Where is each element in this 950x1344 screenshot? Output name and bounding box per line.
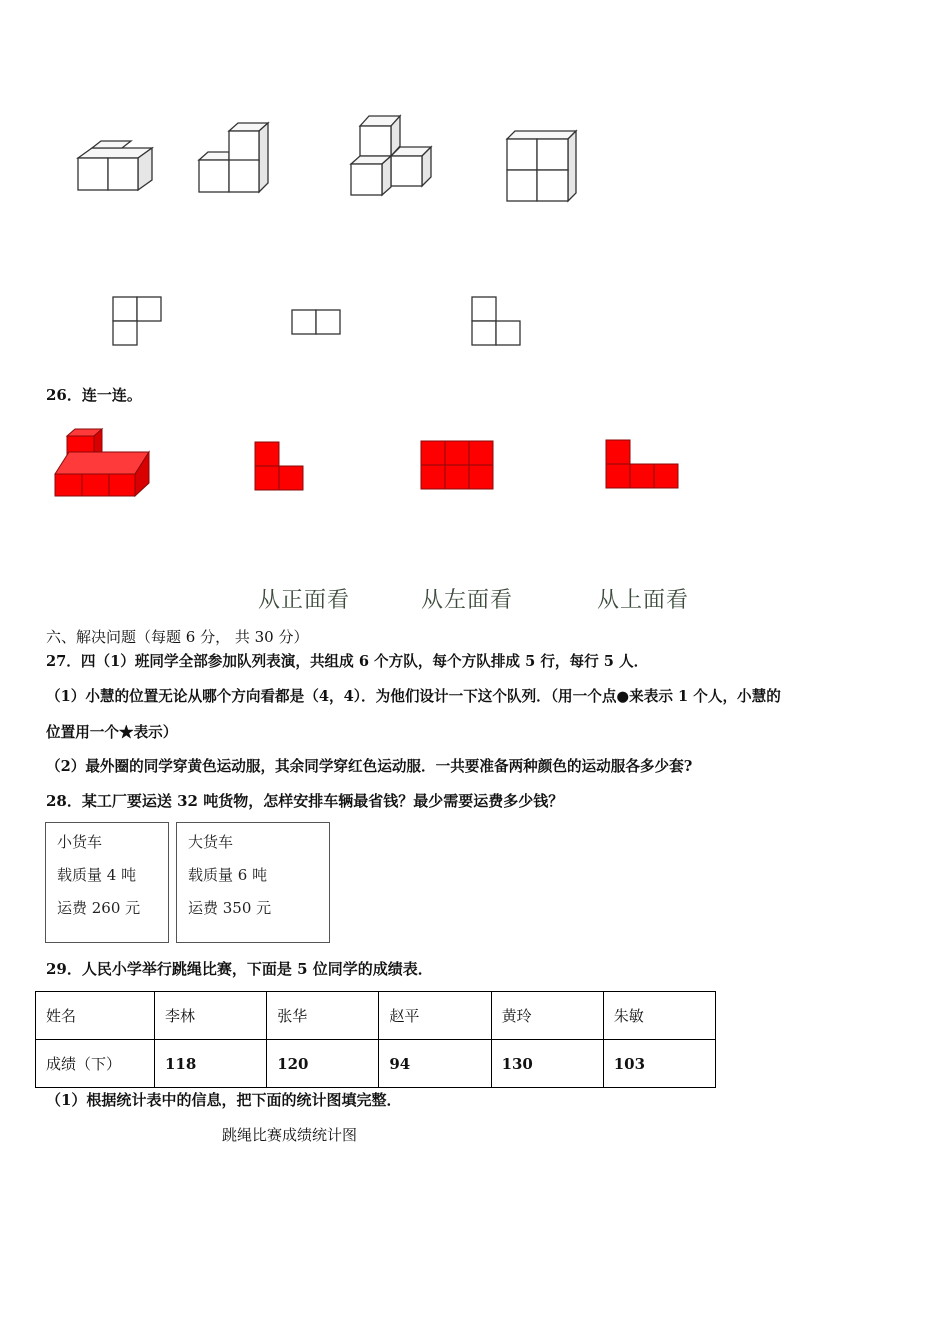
q26-title: 26．连一连。 <box>46 386 142 404</box>
q29-part1: （1）根据统计表中的信息，把下面的统计图填完整． <box>46 1091 402 1109</box>
table-cell-score: 120 <box>267 1040 379 1088</box>
view-label-top: 从上面看 <box>597 588 690 613</box>
chart-title: 跳绳比赛成绩统计图 <box>222 1126 358 1144</box>
small-truck-capacity: 载质量 4 吨 <box>57 866 137 884</box>
small-truck-name: 小货车 <box>57 833 103 851</box>
table-row-names <box>36 992 716 1040</box>
view-shape-1 <box>112 296 164 348</box>
small-truck-card <box>45 822 169 943</box>
section-6-title: 六、解决问题（每题 6 分， 共 30 分） <box>46 628 309 646</box>
red-view-shape-2 <box>420 440 495 492</box>
table-row-label: 成绩（下） <box>36 1040 155 1088</box>
table-cell-score: 103 <box>603 1040 715 1088</box>
table-header-cell: 张华 <box>267 992 379 1040</box>
solid-figure-3 <box>349 114 433 198</box>
solid-figure-2 <box>197 121 271 195</box>
small-truck-cost: 运费 260 元 <box>57 899 141 917</box>
table-cell-score: 94 <box>379 1040 491 1088</box>
table-header-cell: 黄玲 <box>491 992 603 1040</box>
solid-figure-1 <box>76 138 152 192</box>
q27-part1-line1: （1）小慧的位置无论从哪个方向看都是（4，4）．为他们设计一下这个队列．（用一个点●来表示 1 个人，小慧的 <box>46 688 781 705</box>
table-header-cell: 朱敏 <box>603 992 715 1040</box>
q27-part1-line2: 位置用一个★表示） <box>46 724 178 741</box>
table-cell-score: 118 <box>155 1040 267 1088</box>
big-truck-capacity: 载质量 6 吨 <box>188 866 268 884</box>
big-truck-name: 大货车 <box>188 833 234 851</box>
table-row-scores <box>36 1040 716 1088</box>
table-header-cell: 赵平 <box>379 992 491 1040</box>
solid-figure-4 <box>505 129 579 203</box>
view-label-front: 从正面看 <box>258 588 351 613</box>
table-header-cell: 姓名 <box>36 992 155 1040</box>
big-truck-card <box>176 822 330 943</box>
q29-stem: 29．人民小学举行跳绳比赛，下面是 5 位同学的成绩表． <box>46 960 433 978</box>
view-shape-2 <box>291 309 343 336</box>
score-table <box>35 991 716 1088</box>
q27-part2: （2）最外圈的同学穿黄色运动服，其余同学穿红色运动服．一共要准备两种颜色的运动服各多少套? <box>46 758 693 775</box>
big-truck-cost: 运费 350 元 <box>188 899 272 917</box>
table-cell-score: 130 <box>491 1040 603 1088</box>
red-view-shape-3 <box>605 439 680 491</box>
q27-stem: 27．四（1）班同学全部参加队列表演，共组成 6 个方队，每个方队排成 5 行，每行 5 人． <box>46 653 649 670</box>
q28-stem: 28．某工厂要运送 32 吨货物，怎样安排车辆最省钱？最少需要运费多少钱？ <box>46 792 564 810</box>
red-solid-figure <box>53 428 149 498</box>
view-shape-3 <box>471 296 523 348</box>
view-label-left: 从左面看 <box>421 588 514 613</box>
table-header-cell: 李林 <box>155 992 267 1040</box>
red-view-shape-1 <box>254 441 306 492</box>
